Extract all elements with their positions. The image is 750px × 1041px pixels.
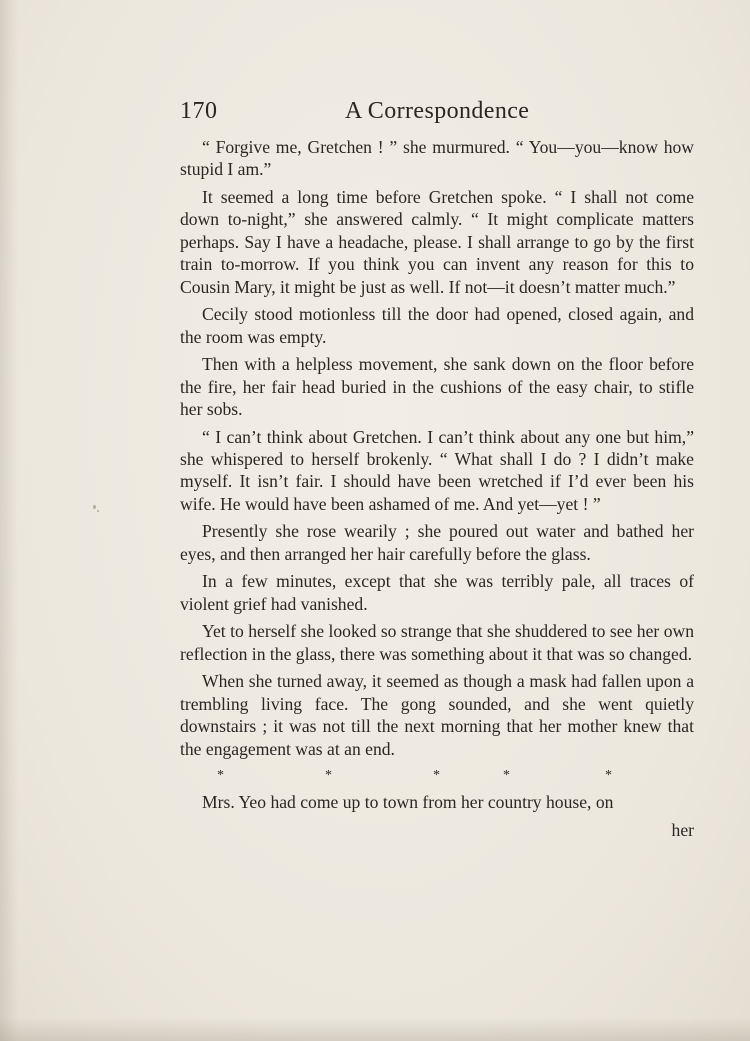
paragraph: When she turned away, it seemed as though a mask had fallen upon a trembling living face. The gong sounded, and she went quietly downstairs ; it was not till the next morning that her mother knew that the engagement was at an end. [180, 671, 694, 759]
asterism: * [433, 768, 440, 784]
running-title: A Correspondence [345, 98, 530, 124]
paragraph: Mrs. Yeo had come up to town from her country house, on [202, 792, 614, 813]
paper-fleck [97, 510, 99, 512]
paragraph: It seemed a long time before Gretchen spoke. “ I shall not come down to-night,” she answered calmly. “ It might complicate matters perhaps. Say I have a headache, please. I shall arrange to go by the first train to-morrow. If you think you can invent any reason for this to Cousin Mary, it might be just as well. If not—it doesn’t matter much.” [180, 187, 694, 297]
paragraph: Presently she rose wearily ; she poured out water and bathed her eyes, and then arranged her hair carefully before the glass. [180, 521, 694, 564]
paragraph: In a few minutes, except that she was terribly pale, all traces of violent grief had vanished. [180, 571, 694, 614]
body-text [180, 136, 694, 841]
running-header [180, 98, 700, 130]
section-break [180, 765, 694, 787]
asterism: * [217, 768, 224, 784]
paragraph: Yet to herself she looked so strange that she shuddered to see her own reflection in the glass, there was something about it that was so changed. [180, 621, 694, 664]
asterism: * [605, 768, 612, 784]
binding-shadow [0, 0, 18, 1041]
paragraph: Cecily stood motionless till the door had opened, closed again, and the room was empty. [180, 304, 694, 347]
page-number: 170 [180, 98, 218, 124]
asterism: * [503, 768, 510, 784]
paragraph: Then with a helpless movement, she sank down on the floor before the fire, her fair head buried in the cushions of the easy chair, to stifle her sobs. [180, 354, 694, 420]
bottom-edge-shadow [0, 1017, 750, 1041]
asterism: * [325, 768, 332, 784]
paragraph: “ Forgive me, Gretchen ! ” she murmured. “ You—you—know how stupid I am.” [180, 137, 694, 180]
catchword: her [671, 819, 694, 840]
paragraph: “ I can’t think about Gretchen. I can’t think about any one but him,” she whispered to herself brokenly. “ What shall I do ? I didn’t make myself. It isn’t fair. I should have been wretched if I’d ever been his wife. He would have been ashamed of me. And yet—yet ! ” [180, 426, 694, 514]
paper-fleck [93, 505, 96, 509]
